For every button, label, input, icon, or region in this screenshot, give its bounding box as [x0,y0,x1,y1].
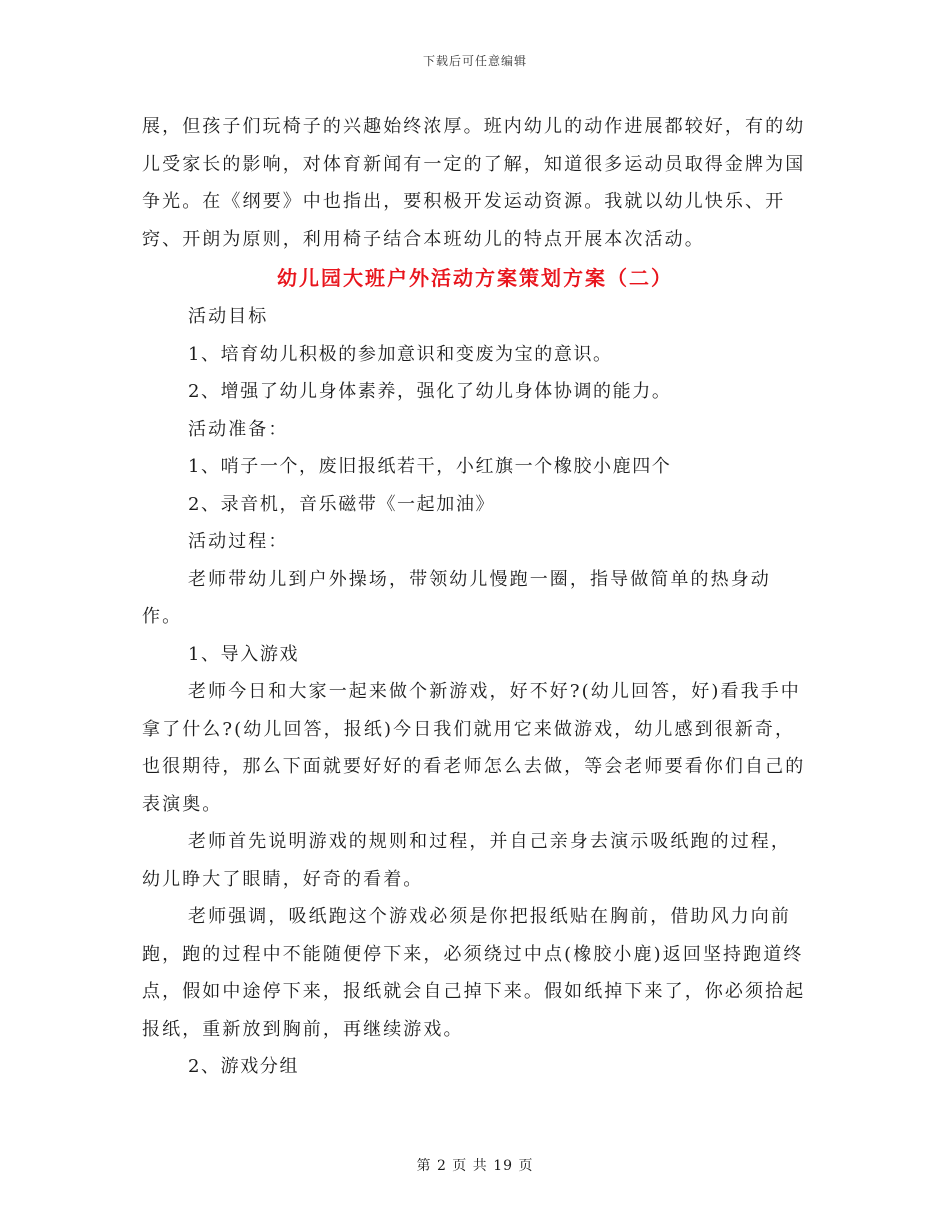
step-1-paragraph-2: 老师首先说明游戏的规则和过程，并自己亲身去演示吸纸跑的过程，幼儿睁大了眼睛，好奇的看着。 [142,831,791,890]
section-title: 幼儿园大班户外活动方案策划方案（二） [277,266,673,290]
step-2-heading: 2、游戏分组 [188,1056,300,1077]
process-intro: 老师带幼儿到户外操场，带领幼儿慢跑一圈，指导做简单的热身动作。 [142,568,771,627]
goal-item-2: 2、增强了幼儿身体素养，强化了幼儿身体协调的能力。 [188,381,672,402]
prep-heading: 活动准备： [188,418,289,440]
intro-paragraph: 展，但孩子们玩椅子的兴趣始终浓厚。班内幼儿的动作进展都较好，有的幼儿受家长的影响，对体育新闻有一定的了解，知道很多运动员取得金牌为国争光。在《纲要》中也指出，要积极开发运动资源。我就以幼儿快乐、开窍、开朗为原则，利用椅子结合本班幼儿的特点开展本次活动。 [142,116,806,250]
prep-item-2: 2、录音机，音乐磁带《一起加油》 [188,493,496,515]
header-note: 下载后可任意编辑 [422,54,527,68]
goal-heading: 活动目标 [188,306,269,327]
step-1-paragraph-3: 老师强调，吸纸跑这个游戏必须是你把报纸贴在胸前，借助风力向前跑，跑的过程中不能随便停下来，必须绕过中点(橡胶小鹿)返回坚持跑道终点，假如中途停下来，报纸就会自己掉下来。假如纸掉下来了，你必须拾起报纸，重新放到胸前，再继续游戏。 [142,906,806,1040]
document-body [142,108,808,1086]
step-1-paragraph-1: 老师今日和大家一起来做个新游戏，好不好?(幼儿回答，好)看我手中拿了什么?(幼儿回答，报纸)今日我们就用它来做游戏，幼儿感到很新奇，也很期待，那么下面就要好好的看老师怎么去做，等会老师要看你们自己的表演奥。 [142,681,806,815]
step-1-heading: 1、导入游戏 [188,643,300,665]
prep-item-1: 1、哨子一个，废旧报纸若干，小红旗一个橡胶小鹿四个 [188,456,672,477]
page-number: 第 2 页 共 19 页 [416,1158,534,1174]
process-heading: 活动过程： [188,531,289,552]
goal-item-1: 1、培育幼儿积极的参加意识和变废为宝的意识。 [188,343,613,365]
